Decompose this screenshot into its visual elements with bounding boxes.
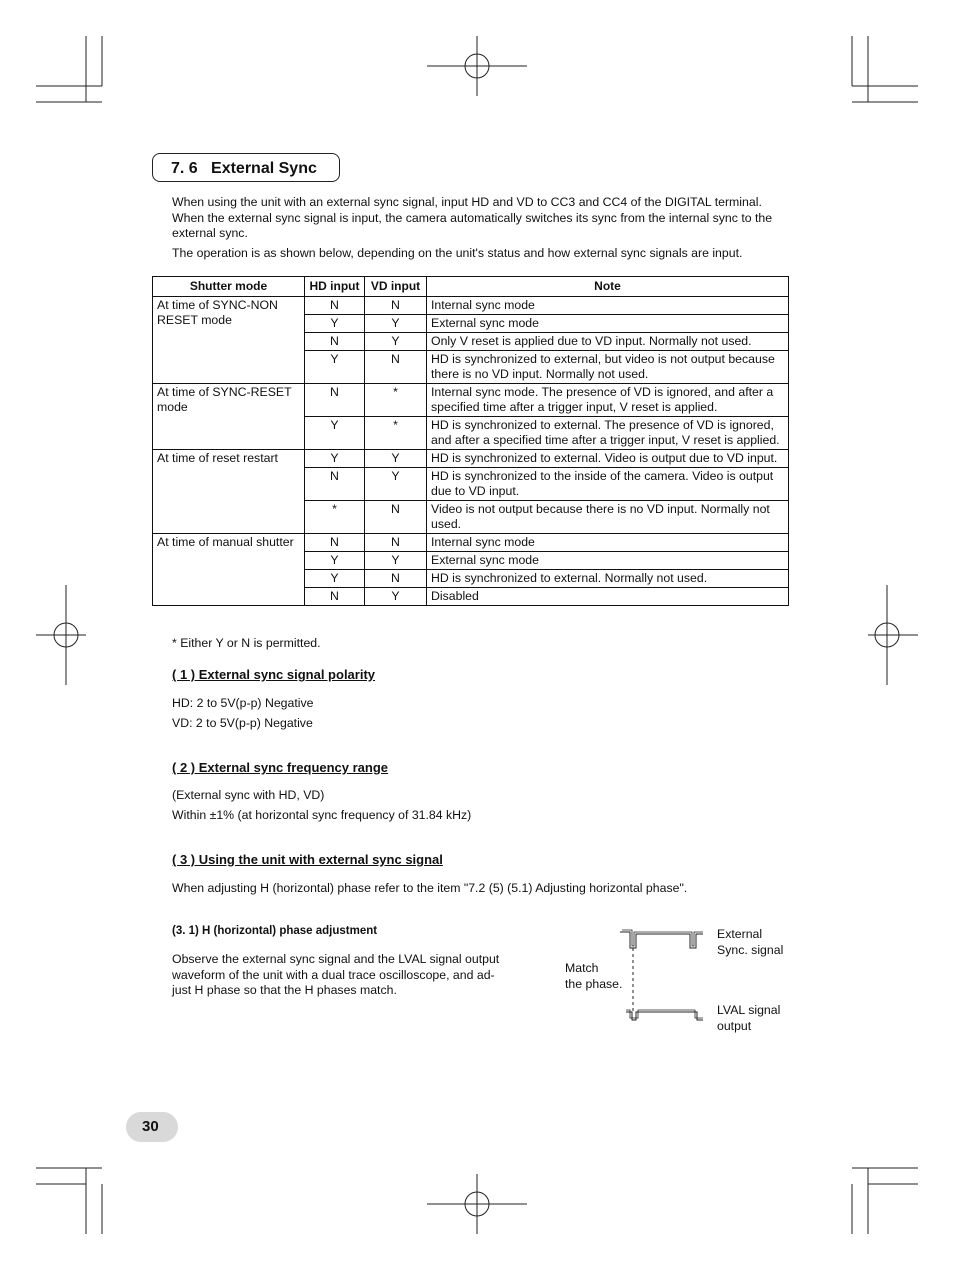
hd-cell: N xyxy=(305,534,365,552)
mode-cell: At time of SYNC-RESET mode xyxy=(153,384,305,450)
hd-cell: * xyxy=(305,501,365,534)
vd-cell: Y xyxy=(365,552,427,570)
note-cell: External sync mode xyxy=(427,552,789,570)
using-heading: ( 3 ) Using the unit with external sync signal xyxy=(172,852,443,867)
lval-output-line: LVAL signal xyxy=(717,1003,781,1017)
mode-cell: At time of reset restart xyxy=(153,450,305,534)
mode-cell: At time of manual shutter xyxy=(153,534,305,606)
hd-cell: Y xyxy=(305,552,365,570)
vd-cell: Y xyxy=(365,468,427,501)
note-cell: HD is synchronized to external. The presence of VD is ignored, and after a specified time after a trigger input, V reset is applied. xyxy=(427,417,789,450)
frequency-heading: ( 2 ) External sync frequency range xyxy=(172,760,389,775)
vd-cell: Y xyxy=(365,588,427,606)
note-cell: Video is not output because there is no VD input. Normally not used. xyxy=(427,501,789,534)
section-number: 7. 6 xyxy=(171,160,198,177)
external-sync-line: External xyxy=(717,927,763,941)
header-shutter-mode: Shutter mode xyxy=(153,277,305,297)
note-cell: External sync mode xyxy=(427,315,789,333)
note-cell: HD is synchronized to external. Video is output due to VD input. xyxy=(427,450,789,468)
h-phase-line: just H phase so that the H phases match. xyxy=(172,983,397,997)
h-phase-line: Observe the external sync signal and the LVAL signal output xyxy=(172,952,500,966)
note-cell: Internal sync mode xyxy=(427,534,789,552)
hd-cell: N xyxy=(305,588,365,606)
mode-cell: At time of SYNC-NON RESET mode xyxy=(153,297,305,384)
table-footnote: * Either Y or N is permitted. xyxy=(172,636,321,650)
vd-cell: N xyxy=(365,297,427,315)
page-number-badge xyxy=(126,1112,178,1142)
hd-cell: Y xyxy=(305,570,365,588)
note-cell: HD is synchronized to external, but video is not output because there is no VD input. Normally not used. xyxy=(427,351,789,384)
intro-line: When the external sync signal is input, the camera automatically switches its sync from the internal sync to the xyxy=(172,210,773,225)
lval-waveform xyxy=(626,1010,703,1020)
vd-cell: N xyxy=(365,534,427,552)
h-phase-heading: (3. 1) H (horizontal) phase adjustment xyxy=(172,925,378,937)
lval-output-label xyxy=(717,1002,780,1034)
using-text: When adjusting H (horizontal) phase refer to the item "7.2 (5) (5.1) Adjusting horizontal phase". xyxy=(172,881,688,895)
header-vd-input: VD input xyxy=(365,277,427,297)
hd-cell: Y xyxy=(305,315,365,333)
match-phase-line: the phase. xyxy=(565,977,623,991)
section-title-text: External Sync xyxy=(211,160,317,177)
note-cell: Internal sync mode. The presence of VD is ignored, and after a specified time after a trigger input, V reset is applied. xyxy=(427,384,789,417)
page-number: 30 xyxy=(142,1118,159,1135)
hd-cell: N xyxy=(305,468,365,501)
intro-line: external sync. xyxy=(172,226,248,240)
polarity-heading: ( 1 ) External sync signal polarity xyxy=(172,667,376,682)
vd-cell: * xyxy=(365,384,427,417)
hd-cell: Y xyxy=(305,351,365,384)
polarity-vd: VD: 2 to 5V(p-p) Negative xyxy=(172,716,313,730)
vd-cell: N xyxy=(365,501,427,534)
header-hd-input: HD input xyxy=(305,277,365,297)
note-cell: Only V reset is applied due to VD input. Normally not used. xyxy=(427,333,789,351)
external-sync-label xyxy=(717,926,783,958)
intro-line: When using the unit with an external sync signal, input HD and VD to CC3 and CC4 of the DIGITAL terminal. xyxy=(172,195,762,209)
note-cell: Disabled xyxy=(427,588,789,606)
vd-cell: * xyxy=(365,417,427,450)
vd-cell: N xyxy=(365,351,427,384)
hd-cell: N xyxy=(305,384,365,417)
note-cell: Internal sync mode xyxy=(427,297,789,315)
frequency-line-2: Within ±1% (at horizontal sync frequency of 31.84 kHz) xyxy=(172,808,472,822)
match-phase-label xyxy=(565,960,622,992)
vd-cell: Y xyxy=(365,450,427,468)
hd-cell: N xyxy=(305,333,365,351)
h-phase-line: waveform of the unit with a dual trace oscilloscope, and ad- xyxy=(172,967,495,982)
vd-cell: Y xyxy=(365,333,427,351)
hd-cell: N xyxy=(305,297,365,315)
hd-cell: Y xyxy=(305,417,365,450)
vd-cell: Y xyxy=(365,315,427,333)
hd-cell: Y xyxy=(305,450,365,468)
external-sync-waveform xyxy=(620,930,703,948)
note-cell: HD is synchronized to the inside of the camera. Video is output due to VD input. xyxy=(427,468,789,501)
lval-output-line: output xyxy=(717,1019,752,1033)
vd-cell: N xyxy=(365,570,427,588)
external-sync-line: Sync. signal xyxy=(717,943,784,957)
note-cell: HD is synchronized to external. Normally not used. xyxy=(427,570,789,588)
intro-paragraph-2: The operation is as shown below, depending on the unit's status and how external sync signals are input. xyxy=(172,246,743,260)
match-phase-line: Match xyxy=(565,961,599,975)
frequency-line-1: (External sync with HD, VD) xyxy=(172,788,325,802)
polarity-hd: HD: 2 to 5V(p-p) Negative xyxy=(172,696,314,710)
header-note: Note xyxy=(427,277,789,297)
